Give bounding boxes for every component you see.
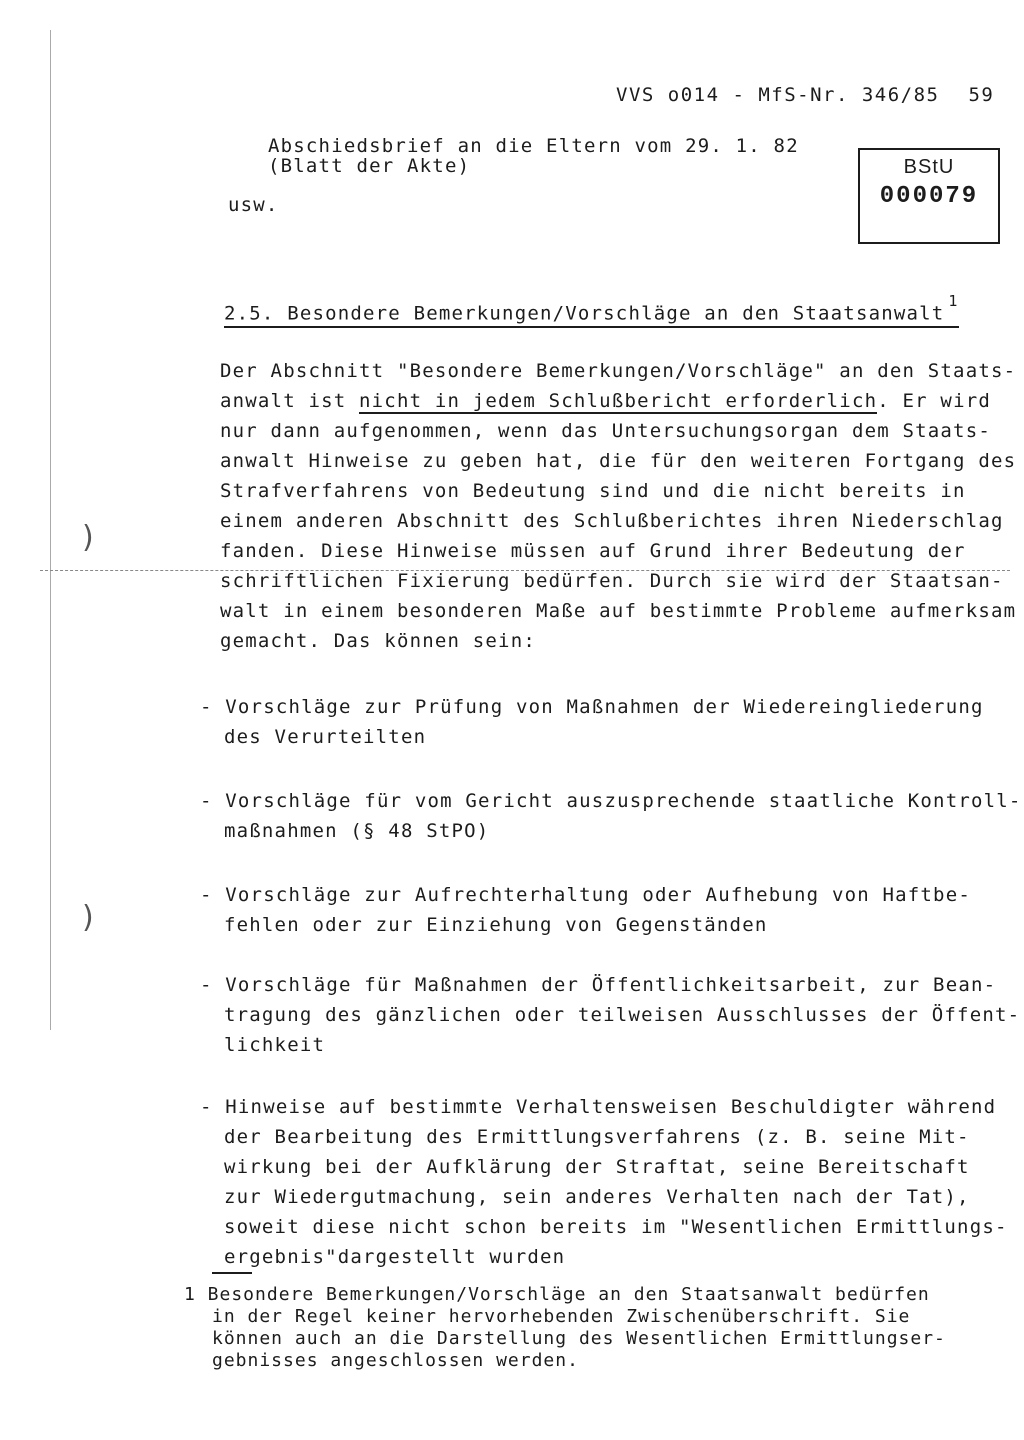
list-item-line: des Verurteilten (224, 726, 427, 748)
paragraph-line: fanden. Diese Hinweise müssen auf Grund ihrer Bedeutung der (220, 540, 966, 562)
margin-mark: ) (82, 900, 94, 935)
paragraph-line: schriftlichen Fixierung bedürfen. Durch sie wird der Staatsan- (220, 570, 1004, 592)
footnote (184, 1284, 946, 1372)
list-item (200, 1092, 1020, 1272)
list-item-line: wirkung bei der Aufklärung der Straftat, seine Bereitschaft (224, 1156, 970, 1178)
paragraph-text: . Er wird (877, 390, 991, 412)
paragraph-line: einem anderen Abschnitt des Schlußberichtes ihren Niederschlag (220, 510, 1004, 532)
document-header (616, 84, 994, 106)
intro-paragraph (220, 356, 1017, 656)
list-item-line: - Vorschläge für vom Gericht auszusprechende staatliche Kontroll- (200, 790, 1022, 812)
underlined-text: nicht in jedem Schlußbericht erforderlich (359, 390, 878, 412)
list-item (200, 786, 1020, 846)
footnote-rule (212, 1272, 252, 1274)
footnote-line: gebnisses angeschlossen werden. (212, 1350, 579, 1371)
list-item (200, 970, 1020, 1060)
usw-text: usw. (228, 194, 279, 216)
list-item-line: fehlen oder zur Einziehung von Gegenständen (224, 914, 768, 936)
paragraph-text: anwalt ist (220, 390, 360, 412)
paragraph-line: nur dann aufgenommen, wenn das Untersuchungsorgan dem Staats- (220, 420, 991, 442)
list-item (200, 692, 1020, 752)
paragraph-line: walt in einem besonderen Maße auf bestimmte Probleme aufmerksam (220, 600, 1017, 622)
footnote-line: in der Regel keiner hervorhebenden Zwischenüberschrift. Sie (212, 1306, 911, 1327)
section-heading-text: 2.5. Besondere Bemerkungen/Vorschläge an den Staatsanwalt (224, 302, 945, 325)
footnote-reference: 1 (948, 292, 959, 310)
list-item-line: zur Wiedergutmachung, sein anderes Verhalten nach der Tat), (224, 1186, 970, 1208)
farewell-line: Abschiedsbrief an die Eltern vom 29. 1. 82 (268, 135, 799, 157)
reference-number: VVS o014 - MfS-Nr. 346/85 (616, 84, 940, 106)
margin-mark: ) (82, 520, 94, 555)
page-number: 59 (968, 84, 995, 106)
footnote-line: können auch an die Darstellung des Wesentlichen Ermittlungser- (212, 1328, 946, 1349)
farewell-letter-reference (268, 136, 799, 176)
section-heading (224, 292, 959, 328)
archive-stamp (858, 148, 1000, 244)
footnote-line: 1 Besondere Bemerkungen/Vorschläge an den Staatsanwalt bedürfen (184, 1284, 930, 1305)
list-item-line: ergebnis"dargestellt wurden (224, 1246, 566, 1268)
list-item-line: - Vorschläge zur Aufrechterhaltung oder Aufhebung von Haftbe- (200, 884, 971, 906)
paragraph-line (220, 386, 1010, 416)
margin-line (50, 30, 51, 1030)
list-item-line: tragung des gänzlichen oder teilweisen Ausschlusses der Öffent- (224, 1004, 1021, 1026)
list-item-line: maßnahmen (§ 48 StPO) (224, 820, 490, 842)
list-item-line: - Hinweise auf bestimmte Verhaltensweisen Beschuldigter während (200, 1096, 997, 1118)
list-item-line: lichkeit (224, 1034, 326, 1056)
paragraph-line: gemacht. Das können sein: (220, 630, 536, 652)
paragraph-line: anwalt Hinweise zu geben hat, die für den weiteren Fortgang des (220, 450, 1017, 472)
paragraph-line: Strafverfahrens von Bedeutung sind und die nicht bereits in (220, 480, 966, 502)
list-item-line: - Vorschläge zur Prüfung von Maßnahmen der Wiedereingliederung (200, 696, 984, 718)
paragraph-line: Der Abschnitt "Besondere Bemerkungen/Vorschläge" an den Staats- (220, 360, 1017, 382)
stamp-number: 000079 (879, 183, 979, 210)
list-item-line: der Bearbeitung des Ermittlungsverfahrens (z. B. seine Mit- (224, 1126, 970, 1148)
list-item-line: - Vorschläge für Maßnahmen der Öffentlichkeitsarbeit, zur Bean- (200, 974, 997, 996)
farewell-line: (Blatt der Akte) (268, 155, 471, 177)
list-item-line: soweit diese nicht schon bereits im "Wesentlichen Ermittlungs- (224, 1216, 1008, 1238)
stamp-label: BStU (903, 156, 955, 178)
list-item (200, 880, 1020, 940)
